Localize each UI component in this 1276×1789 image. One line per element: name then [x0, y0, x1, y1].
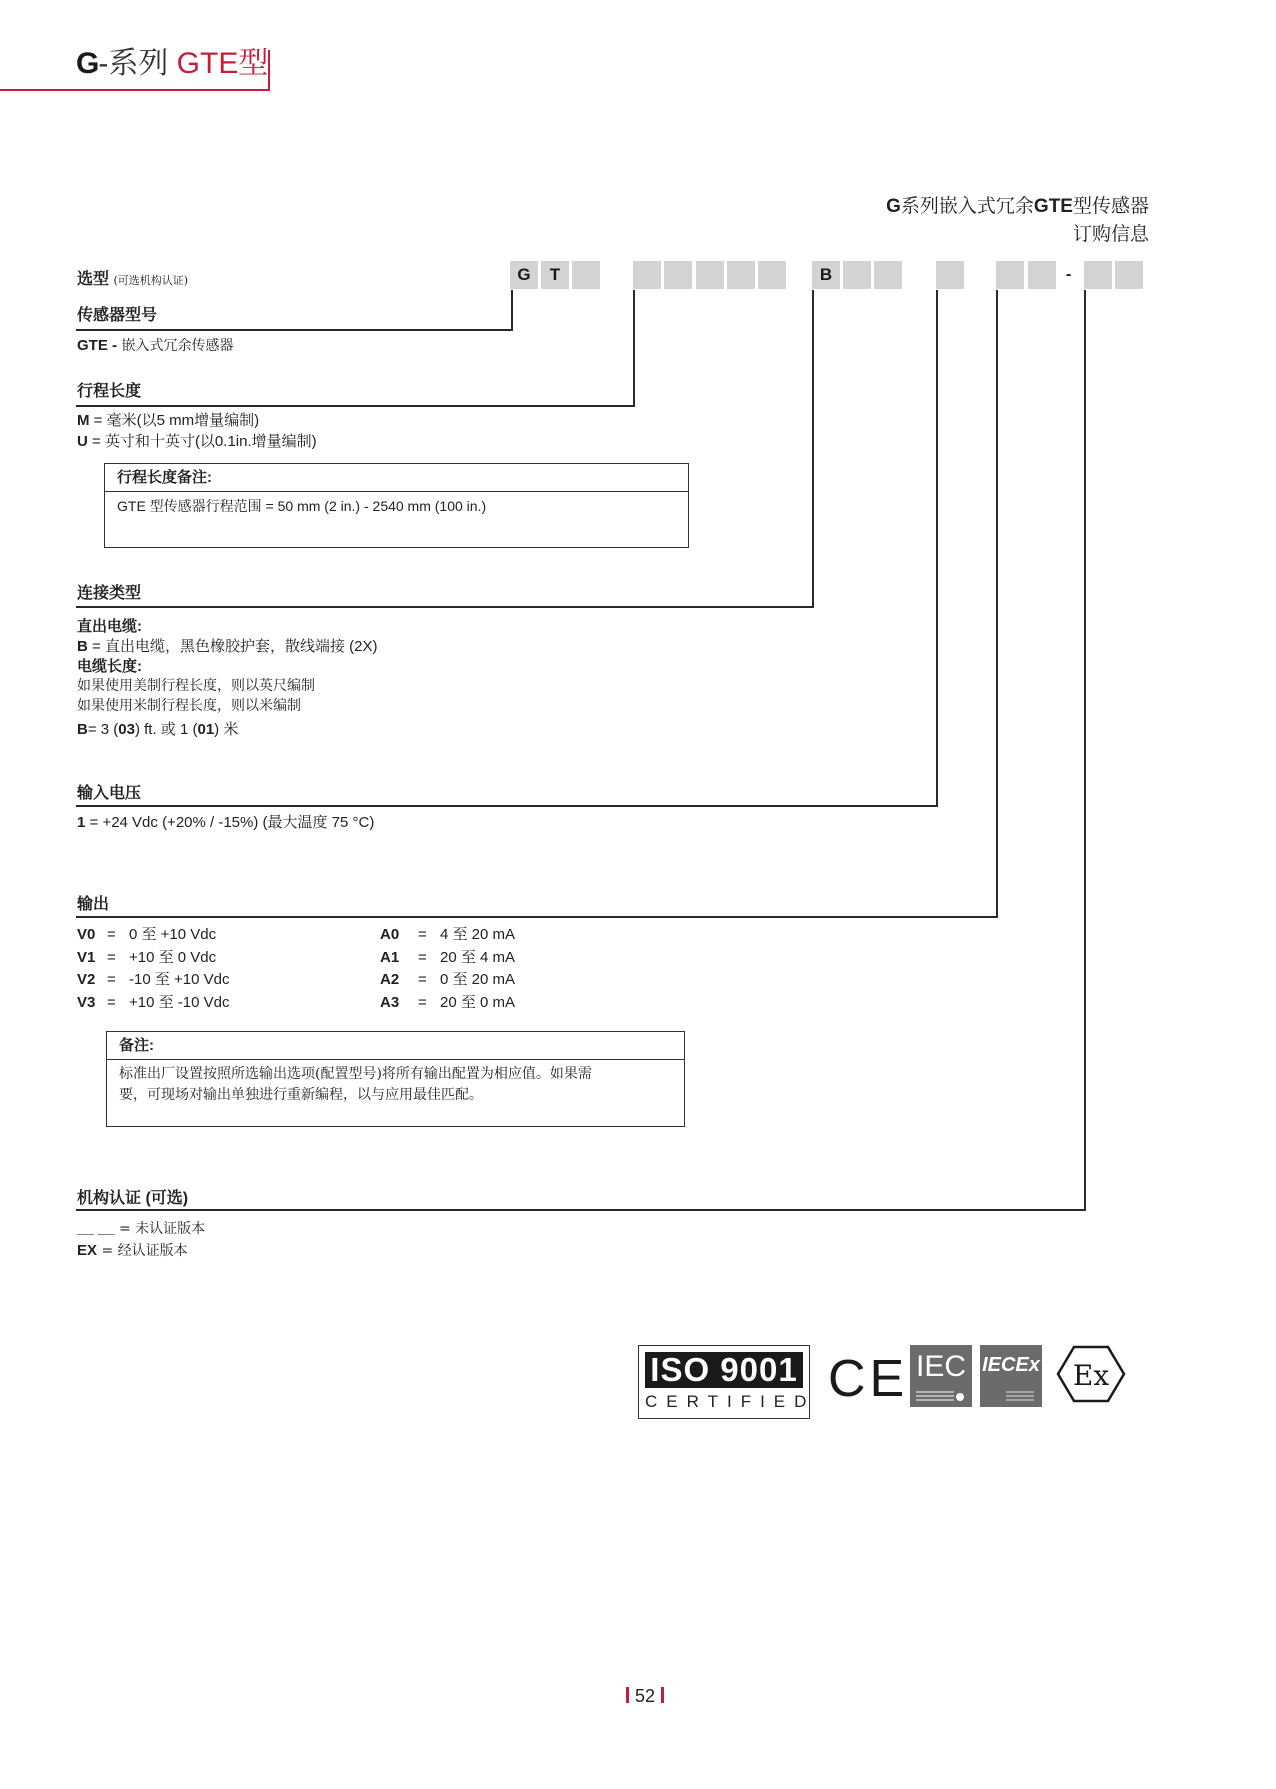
rule-certification: [76, 1209, 1086, 1211]
connection-subheading-cable: 直出电缆:: [77, 618, 142, 635]
title-end: 型传感器: [1072, 196, 1149, 217]
ex-logo-text: Ex: [1072, 1359, 1110, 1392]
connector-line-output: [996, 290, 998, 918]
output-option: [380, 947, 515, 970]
output-option: [77, 969, 229, 992]
option-code: 1: [77, 814, 86, 831]
iecex-logo-text: IECEx: [982, 1354, 1040, 1376]
note-body: GTE 型传感器行程范围 = 50 mm (2 in.) - 2540 mm (100 in.): [117, 498, 487, 514]
page-number-bar-left: [626, 1687, 629, 1703]
selection-title-text: 选型: [77, 271, 110, 288]
equals: =: [107, 993, 116, 1011]
rule-stroke-length: [76, 405, 635, 407]
connector-line-voltage: [936, 290, 938, 807]
code-box-9: B: [812, 261, 840, 289]
title-model: GTE: [1033, 196, 1073, 217]
equals: =: [107, 926, 116, 943]
connection-subheading-length: 电缆长度:: [77, 658, 142, 675]
output-option: [77, 992, 229, 1015]
code-box-3: [572, 261, 600, 289]
equals: =: [418, 971, 427, 988]
option-code: GTE -: [77, 337, 117, 354]
code-box-6: [696, 261, 724, 289]
option-desc: = 未认证版本: [114, 1221, 206, 1237]
len-text: = 3 (: [87, 721, 119, 738]
equals: =: [418, 926, 427, 943]
rule-input-voltage: [76, 805, 938, 807]
option-code: A0: [380, 926, 400, 943]
cable-length-us: 如果使用美制行程长度，则以英尺编制: [77, 678, 315, 694]
output-option: [380, 992, 515, 1015]
code-box-14: [1028, 261, 1056, 289]
option-code: EX: [77, 1242, 98, 1259]
iso-9001-logo: [638, 1345, 816, 1419]
iec-logo-icon: [910, 1345, 972, 1407]
output-note: [106, 1031, 685, 1127]
iso-logo-subtext: CERTIFIED: [645, 1392, 816, 1411]
stroke-length-title: 行程长度: [77, 383, 142, 400]
equals: =: [418, 993, 427, 1011]
page-number: [620, 1686, 670, 1707]
title-mid: 系列嵌入式冗余: [900, 196, 1034, 217]
stroke-option-u: [77, 431, 317, 452]
ce-mark-icon: CE: [828, 1350, 909, 1408]
option-code: M: [77, 412, 90, 429]
output-option: [77, 947, 229, 970]
output-option: [380, 924, 515, 947]
selection-title: [77, 266, 188, 289]
note-line: 要，可现场对输出单独进行重新编程，以与应用最佳匹配。: [119, 1087, 483, 1103]
code-box-12: [936, 261, 964, 289]
selection-subtitle: (可选机构认证): [113, 274, 189, 287]
code-box-5: [664, 261, 692, 289]
input-voltage-option: [77, 812, 374, 833]
option-code: V1: [77, 948, 96, 966]
note-title: 行程长度备注:: [105, 464, 688, 492]
option-code: B: [77, 721, 88, 738]
option-code: V0: [77, 926, 96, 943]
stroke-option-m: [77, 410, 259, 431]
option-desc: -10 至 +10 Vdc: [129, 971, 230, 988]
option-code: __ __: [77, 1220, 115, 1237]
option-code: U: [77, 433, 88, 450]
model-label: GTE型: [176, 47, 269, 80]
code-box-1: G: [510, 261, 538, 289]
note-title: 备注:: [107, 1032, 684, 1060]
option-desc: = 经认证版本: [97, 1243, 188, 1259]
sensor-model-option: [77, 335, 233, 357]
len-text: ) 米: [214, 721, 239, 738]
option-desc: = 英寸和十英寸(以0.1in.增量编制): [87, 433, 317, 450]
output-option: [380, 969, 515, 992]
note-line: 标准出厂设置按照所选输出选项(配置型号)将所有输出配置为相应值。如果需: [119, 1066, 592, 1082]
output-current-list: [380, 924, 515, 1014]
header-divider: [268, 50, 270, 91]
atex-ex-icon: [1056, 1345, 1126, 1403]
len-code-m: 01: [197, 721, 215, 738]
iec-logo-text: IEC: [915, 1350, 966, 1383]
equals: =: [107, 971, 116, 988]
option-code: A1: [380, 948, 400, 966]
rule-connection: [76, 606, 814, 608]
iecex-logo-icon: [980, 1345, 1042, 1407]
document-title-line2: 订购信息: [1072, 224, 1149, 245]
option-code: V3: [77, 993, 96, 1011]
series-prefix: G: [76, 47, 99, 80]
cable-length-metric: 如果使用米制行程长度，则以米编制: [77, 698, 301, 714]
option-code: A3: [380, 993, 400, 1011]
connection-option-b: [77, 636, 377, 657]
document-title-line1: [886, 193, 1149, 221]
equals: =: [107, 948, 116, 966]
code-box-2: T: [541, 261, 569, 289]
code-box-16: [1115, 261, 1143, 289]
option-desc: 20 至 0 mA: [440, 993, 516, 1011]
option-desc: 0 至 +10 Vdc: [129, 926, 217, 943]
page-number-bar-right: [661, 1687, 664, 1703]
option-desc: 嵌入式冗余传感器: [117, 338, 234, 354]
note-body: [107, 1060, 684, 1110]
equals: =: [418, 948, 427, 966]
title-prefix: G: [886, 196, 901, 217]
option-desc: 0 至 20 mA: [440, 971, 516, 988]
certification-option-none: [77, 1218, 205, 1240]
iso-logo-text: ISO 9001: [645, 1352, 803, 1388]
output-option: [77, 924, 229, 947]
output-voltage-list: [77, 924, 229, 1014]
connector-line-stroke: [633, 290, 635, 407]
input-voltage-title: 输入电压: [77, 785, 142, 802]
option-desc: 4 至 20 mA: [440, 926, 516, 943]
code-box-4: [633, 261, 661, 289]
option-desc: = 毫米(以5 mm增量编制): [89, 412, 260, 429]
option-desc: = +24 Vdc (+20% / -15%) (最大温度 75 °C): [85, 814, 375, 831]
series-label: -系列: [98, 47, 177, 80]
connector-line-certification: [1084, 290, 1086, 1211]
rule-output: [76, 916, 998, 918]
option-code: B: [77, 638, 88, 655]
sensor-model-title: 传感器型号: [77, 307, 158, 324]
code-box-10: [843, 261, 871, 289]
header-underline: [0, 89, 270, 91]
page-number-text: 52: [635, 1686, 656, 1706]
len-code-ft: 03: [118, 721, 135, 738]
option-desc: +10 至 0 Vdc: [129, 948, 217, 966]
option-code: V2: [77, 971, 96, 988]
code-box-13: [996, 261, 1024, 289]
connector-line-model: [511, 290, 513, 331]
document-title: [886, 193, 1149, 249]
code-box-8: [758, 261, 786, 289]
certification-title: 机构认证 (可选): [77, 1190, 189, 1207]
output-title: 输出: [77, 896, 110, 913]
certification-option-ex: [77, 1240, 188, 1262]
stroke-length-note: [104, 463, 689, 548]
code-box-7: [727, 261, 755, 289]
code-dash: -: [1066, 266, 1072, 283]
iecex-lines-icon: [986, 1389, 1036, 1403]
rule-sensor-model: [76, 329, 513, 331]
option-desc: = 直出电缆，黑色橡胶护套，散线端接 (2X): [87, 638, 378, 655]
code-box-11: [874, 261, 902, 289]
iec-lines-icon: [916, 1389, 966, 1403]
option-code: A2: [380, 971, 400, 988]
code-box-15: [1084, 261, 1112, 289]
option-desc: 20 至 4 mA: [440, 948, 516, 966]
cable-length-option: [77, 719, 238, 740]
connection-type-title: 连接类型: [77, 585, 142, 602]
option-desc: +10 至 -10 Vdc: [129, 993, 230, 1011]
page-header-title: [76, 44, 268, 84]
len-text: ) ft. 或 1 (: [134, 721, 198, 738]
connector-line-connection: [812, 290, 814, 608]
